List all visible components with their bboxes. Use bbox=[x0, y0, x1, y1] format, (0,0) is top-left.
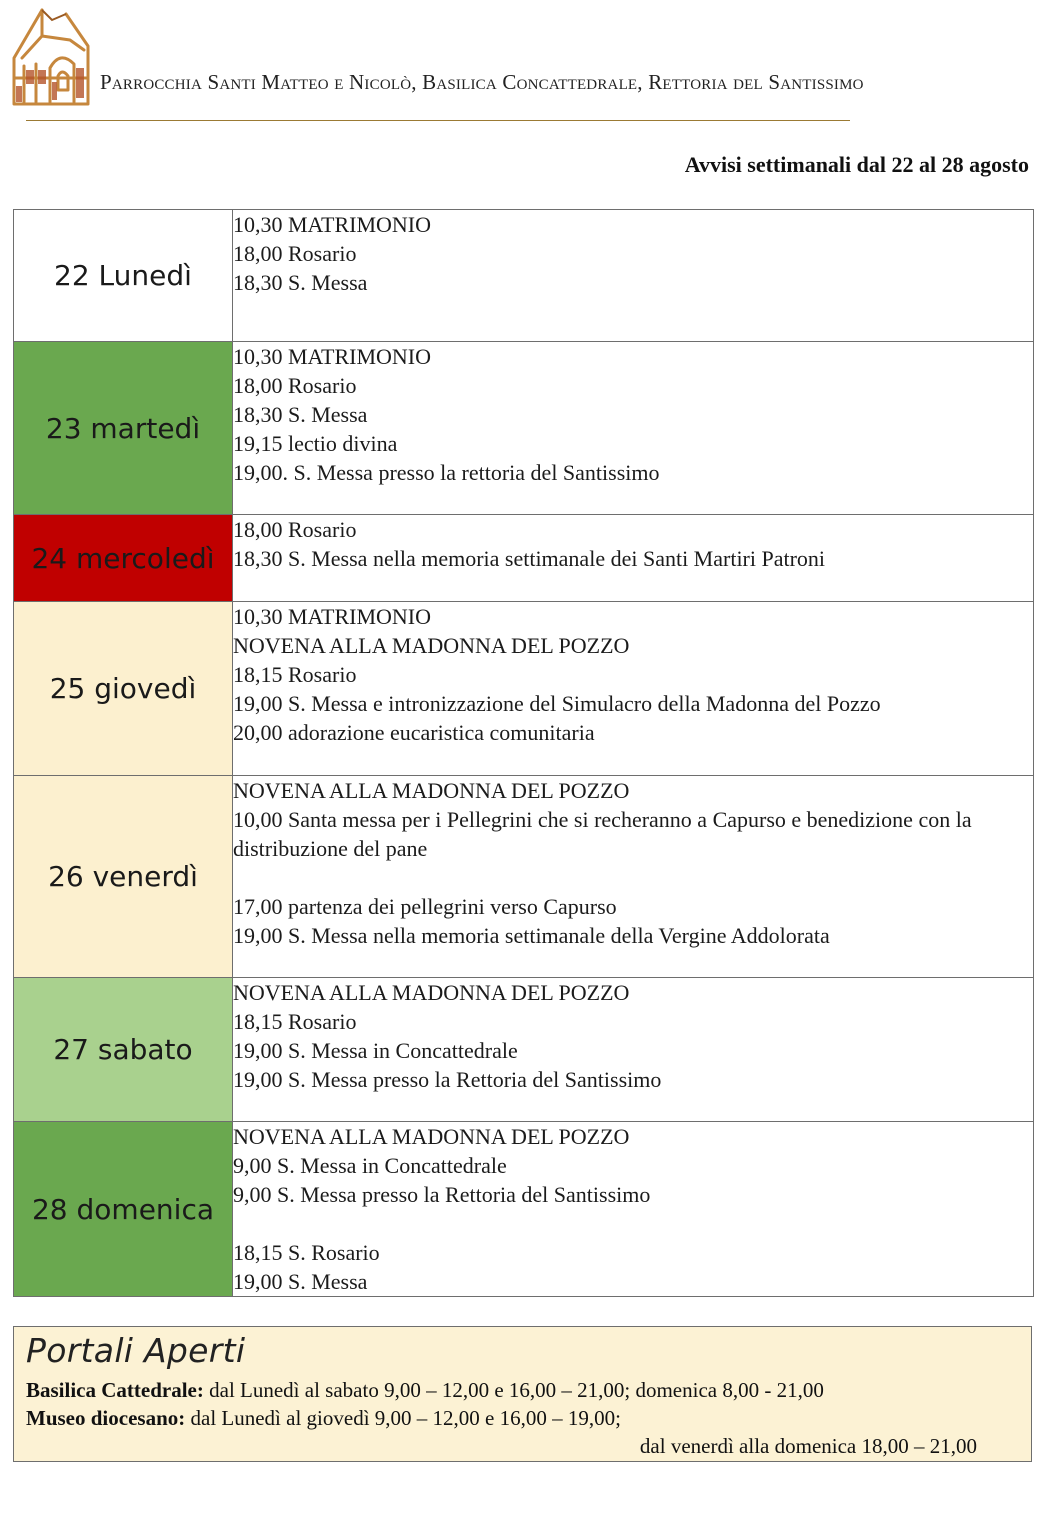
event-item: 18,00 Rosario bbox=[233, 373, 357, 398]
day-cell: 26 venerdì bbox=[14, 776, 233, 978]
event-item: 10,00 Santa messa per i Pellegrini che si recheranno a Capurso e benedizione con la distribuzione del pane bbox=[233, 807, 972, 861]
events-cell bbox=[233, 602, 1034, 776]
event-item: 19,00 S. Messa bbox=[233, 1269, 368, 1294]
event-item: 18,15 Rosario bbox=[233, 662, 357, 687]
event-item: 19,15 lectio divina bbox=[233, 431, 398, 456]
museum-label: Museo diocesano: bbox=[26, 1406, 186, 1430]
events-cell bbox=[233, 978, 1034, 1122]
museum-hours-text: dal Lunedì al giovedì 9,00 – 12,00 e 16,00 – 19,00; bbox=[185, 1406, 621, 1430]
day-cell: 25 giovedì bbox=[14, 602, 233, 776]
event-item: NOVENA ALLA MADONNA DEL POZZO bbox=[233, 980, 630, 1005]
cathedral-hours bbox=[26, 1378, 824, 1403]
organization-name: Parrocchia Santi Matteo e Nicolò, Basilica Concattedrale, Rettoria del Santissimo bbox=[100, 70, 864, 94]
event-item: 19,00 S. Messa in Concattedrale bbox=[233, 1038, 518, 1063]
museum-hours bbox=[26, 1406, 621, 1431]
schedule-row bbox=[14, 342, 1034, 515]
header-divider bbox=[26, 120, 850, 121]
event-item: 19,00 S. Messa presso la Rettoria del Santissimo bbox=[233, 1067, 662, 1092]
event-item: 10,30 MATRIMONIO bbox=[233, 604, 431, 629]
open-portals-box bbox=[13, 1326, 1032, 1462]
day-cell: 22 Lunedì bbox=[14, 210, 233, 342]
event-item: 9,00 S. Messa in Concattedrale bbox=[233, 1153, 507, 1178]
event-item: 19,00 S. Messa e intronizzazione del Simulacro della Madonna del Pozzo bbox=[233, 691, 881, 716]
event-item: NOVENA ALLA MADONNA DEL POZZO bbox=[233, 633, 630, 658]
event-item: 18,00 Rosario bbox=[233, 241, 357, 266]
cathedral-label: Basilica Cattedrale: bbox=[26, 1378, 204, 1402]
portals-title: Portali Aperti bbox=[26, 1331, 246, 1370]
museum-weekend-hours: dal venerdì alla domenica 18,00 – 21,00 bbox=[639, 1434, 977, 1458]
day-cell: 27 sabato bbox=[14, 978, 233, 1122]
schedule-row bbox=[14, 515, 1034, 602]
schedule-row bbox=[14, 210, 1034, 342]
event-item: 18,00 Rosario bbox=[233, 517, 357, 542]
day-cell: 28 domenica bbox=[14, 1122, 233, 1297]
event-item: 18,30 S. Messa bbox=[233, 402, 368, 427]
page-title: Avvisi settimanali dal 22 al 28 agosto bbox=[684, 152, 1029, 177]
basilica-facade-icon bbox=[8, 6, 92, 110]
events-cell bbox=[233, 342, 1034, 515]
event-item bbox=[233, 863, 1033, 892]
schedule-row bbox=[14, 602, 1034, 776]
event-item: 18,30 S. Messa bbox=[233, 270, 368, 295]
events-cell bbox=[233, 515, 1034, 602]
event-item: 10,30 MATRIMONIO bbox=[233, 212, 431, 237]
events-cell bbox=[233, 1122, 1034, 1297]
weekly-schedule-table bbox=[13, 209, 1034, 1297]
event-item: 19,00. S. Messa presso la rettoria del Santissimo bbox=[233, 460, 660, 485]
cathedral-hours-text: dal Lunedì al sabato 9,00 – 12,00 e 16,00 – 21,00; domenica 8,00 - 21,00 bbox=[203, 1378, 824, 1402]
event-item: 17,00 partenza dei pellegrini verso Capurso bbox=[233, 894, 617, 919]
event-item: NOVENA ALLA MADONNA DEL POZZO bbox=[233, 778, 630, 803]
event-item: 20,00 adorazione eucaristica comunitaria bbox=[233, 720, 595, 745]
schedule-row bbox=[14, 978, 1034, 1122]
events-cell bbox=[233, 776, 1034, 978]
event-item: 9,00 S. Messa presso la Rettoria del Santissimo bbox=[233, 1182, 651, 1207]
event-item: 10,30 MATRIMONIO bbox=[233, 344, 431, 369]
schedule-row bbox=[14, 776, 1034, 978]
event-item bbox=[233, 1209, 1033, 1238]
day-cell: 23 martedì bbox=[14, 342, 233, 515]
events-cell bbox=[233, 210, 1034, 342]
event-item: 18,15 S. Rosario bbox=[233, 1240, 380, 1265]
event-item: NOVENA ALLA MADONNA DEL POZZO bbox=[233, 1124, 630, 1149]
schedule-row bbox=[14, 1122, 1034, 1297]
event-item: 18,30 S. Messa nella memoria settimanale dei Santi Martiri Patroni bbox=[233, 546, 826, 571]
event-item: 18,15 Rosario bbox=[233, 1009, 357, 1034]
event-item: 19,00 S. Messa nella memoria settimanale della Vergine Addolorata bbox=[233, 923, 830, 948]
day-cell: 24 mercoledì bbox=[14, 515, 233, 602]
